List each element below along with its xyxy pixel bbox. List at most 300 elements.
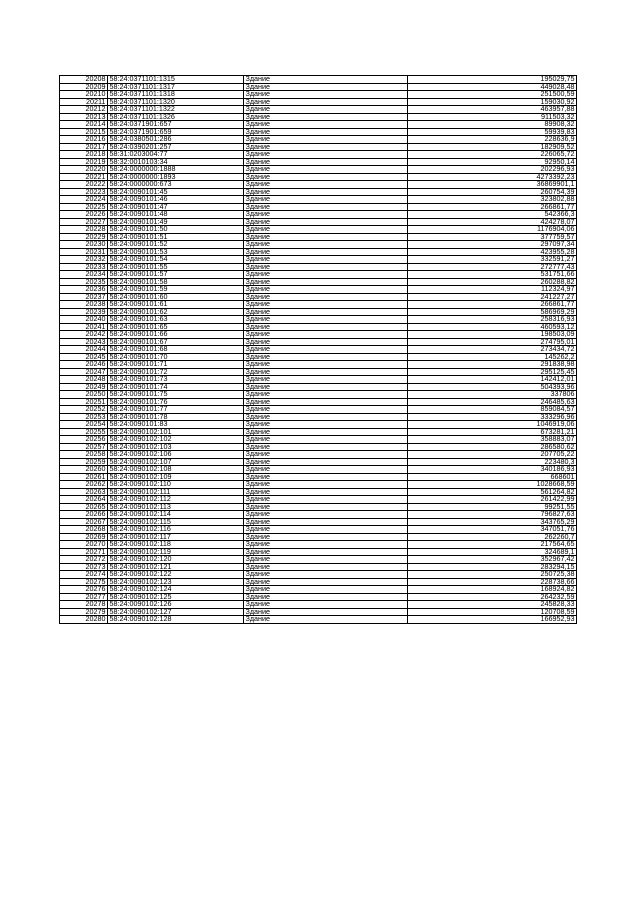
- table-row: [60, 166, 577, 174]
- object-type-cell: Здание: [244, 451, 408, 459]
- row-number-cell: 20230: [60, 241, 108, 249]
- cadastral-value-cell: 796827,63: [408, 511, 577, 519]
- object-type-cell: Здание: [244, 406, 408, 414]
- table-row: [60, 398, 577, 406]
- object-type-cell: Здание: [244, 556, 408, 564]
- table-row: [60, 616, 577, 624]
- object-type-cell: Здание: [244, 616, 408, 624]
- object-type-cell: Здание: [244, 571, 408, 579]
- row-number-cell: 20256: [60, 436, 108, 444]
- cadastral-value-cell: 561264,82: [408, 488, 577, 496]
- cadastral-value-cell: 142412,01: [408, 376, 577, 384]
- cadastral-number-cell: 58:24:0090101:66: [108, 331, 244, 339]
- table-row: [60, 286, 577, 294]
- table-row: [60, 83, 577, 91]
- cadastral-number-cell: 58:24:0090101:78: [108, 413, 244, 421]
- cadastral-value-cell: 347051,76: [408, 526, 577, 534]
- table-row: [60, 466, 577, 474]
- cadastral-number-cell: 58:24:0090102:127: [108, 608, 244, 616]
- object-type-cell: Здание: [244, 128, 408, 136]
- cadastral-value-cell: 273434,72: [408, 346, 577, 354]
- table-row: [60, 158, 577, 166]
- table-row: [60, 151, 577, 159]
- table-row: [60, 608, 577, 616]
- cadastral-number-cell: 58:24:0000000:1888: [108, 166, 244, 174]
- cadastral-value-cell: 145262,2: [408, 353, 577, 361]
- cadastral-value-cell: 1028668,59: [408, 481, 577, 489]
- table-row: [60, 503, 577, 511]
- object-type-cell: Здание: [244, 218, 408, 226]
- row-number-cell: 20244: [60, 346, 108, 354]
- row-number-cell: 20231: [60, 248, 108, 256]
- row-number-cell: 20241: [60, 323, 108, 331]
- object-type-cell: Здание: [244, 151, 408, 159]
- table-row: [60, 218, 577, 226]
- cadastral-number-cell: 58:24:0090102:125: [108, 593, 244, 601]
- cadastral-value-cell: 1176904,06: [408, 226, 577, 234]
- object-type-cell: Здание: [244, 338, 408, 346]
- cadastral-number-cell: 58:24:0090101:55: [108, 263, 244, 271]
- row-number-cell: 20275: [60, 578, 108, 586]
- row-number-cell: 20223: [60, 188, 108, 196]
- cadastral-value-cell: 228738,66: [408, 578, 577, 586]
- cadastral-value-cell: 198503,09: [408, 331, 577, 339]
- cadastral-number-cell: 58:24:0090102:128: [108, 616, 244, 624]
- cadastral-number-cell: 58:24:0090101:58: [108, 278, 244, 286]
- object-type-cell: Здание: [244, 436, 408, 444]
- cadastral-value-cell: 531751,66: [408, 271, 577, 279]
- cadastral-value-cell: 449028,48: [408, 83, 577, 91]
- cadastral-value-cell: 333296,96: [408, 413, 577, 421]
- cadastral-value-cell: 911503,32: [408, 113, 577, 121]
- cadastral-number-cell: 58:24:0090101:60: [108, 293, 244, 301]
- cadastral-value-cell: 182909,52: [408, 143, 577, 151]
- cadastral-value-cell: 460593,12: [408, 323, 577, 331]
- object-type-cell: Здание: [244, 248, 408, 256]
- object-type-cell: Здание: [244, 286, 408, 294]
- table-row: [60, 338, 577, 346]
- row-number-cell: 20229: [60, 233, 108, 241]
- cadastral-number-cell: 58:24:0000000:673: [108, 181, 244, 189]
- cadastral-number-cell: 58:24:0090101:45: [108, 188, 244, 196]
- cadastral-value-cell: 246485,63: [408, 398, 577, 406]
- row-number-cell: 20236: [60, 286, 108, 294]
- row-number-cell: 20240: [60, 316, 108, 324]
- object-type-cell: Здание: [244, 466, 408, 474]
- cadastral-value-cell: 586969,29: [408, 308, 577, 316]
- cadastral-value-cell: 168924,82: [408, 586, 577, 594]
- cadastral-number-cell: 58:24:0090101:51: [108, 233, 244, 241]
- cadastral-number-cell: 58:24:0090101:68: [108, 346, 244, 354]
- table-row: [60, 556, 577, 564]
- table-row: [60, 421, 577, 429]
- table-row: [60, 331, 577, 339]
- row-number-cell: 20235: [60, 278, 108, 286]
- table-row: [60, 548, 577, 556]
- cadastral-value-cell: 266861,77: [408, 203, 577, 211]
- cadastral-number-cell: 58:24:0090102:108: [108, 466, 244, 474]
- cadastral-value-cell: 377759,57: [408, 233, 577, 241]
- row-number-cell: 20219: [60, 158, 108, 166]
- row-number-cell: 20271: [60, 548, 108, 556]
- table-row: [60, 211, 577, 219]
- cadastral-value-cell: 358883,07: [408, 436, 577, 444]
- object-type-cell: Здание: [244, 586, 408, 594]
- object-type-cell: Здание: [244, 481, 408, 489]
- row-number-cell: 20279: [60, 608, 108, 616]
- cadastral-number-cell: 58:24:0090101:50: [108, 226, 244, 234]
- object-type-cell: Здание: [244, 503, 408, 511]
- row-number-cell: 20255: [60, 428, 108, 436]
- table-row: [60, 473, 577, 481]
- object-type-cell: Здание: [244, 241, 408, 249]
- cadastral-number-cell: 58:24:0090102:116: [108, 526, 244, 534]
- cadastral-value-cell: 264232,59: [408, 593, 577, 601]
- cadastral-value-cell: 291838,98: [408, 361, 577, 369]
- cadastral-number-cell: 58:24:0090102:111: [108, 488, 244, 496]
- cadastral-value-cell: 59939,83: [408, 128, 577, 136]
- object-type-cell: Здание: [244, 533, 408, 541]
- cadastral-value-cell: 332591,27: [408, 256, 577, 264]
- row-number-cell: 20243: [60, 338, 108, 346]
- object-type-cell: Здание: [244, 83, 408, 91]
- object-type-cell: Здание: [244, 578, 408, 586]
- row-number-cell: 20267: [60, 518, 108, 526]
- table-row: [60, 511, 577, 519]
- cadastral-value-cell: 228636,9: [408, 136, 577, 144]
- object-type-cell: Здание: [244, 233, 408, 241]
- cadastral-value-cell: 504393,96: [408, 383, 577, 391]
- cadastral-value-cell: 245828,33: [408, 601, 577, 609]
- cadastral-value-cell: 340186,93: [408, 466, 577, 474]
- cadastral-value-cell: 241227,27: [408, 293, 577, 301]
- table-row: [60, 383, 577, 391]
- table-body: [60, 76, 577, 624]
- cadastral-value-cell: 120708,59: [408, 608, 577, 616]
- object-type-cell: Здание: [244, 331, 408, 339]
- cadastral-value-cell: 36869901,1: [408, 181, 577, 189]
- cadastral-value-cell: 542366,3: [408, 211, 577, 219]
- row-number-cell: 20239: [60, 308, 108, 316]
- cadastral-value-cell: 217564,65: [408, 541, 577, 549]
- cadastral-value-cell: 250725,38: [408, 571, 577, 579]
- row-number-cell: 20238: [60, 301, 108, 309]
- cadastral-number-cell: 58:24:0090101:52: [108, 241, 244, 249]
- cadastral-number-cell: 58:24:0090101:67: [108, 338, 244, 346]
- cadastral-number-cell: 58:24:0090101:70: [108, 353, 244, 361]
- row-number-cell: 20245: [60, 353, 108, 361]
- cadastral-number-cell: 58:24:0090102:109: [108, 473, 244, 481]
- cadastral-number-cell: 58:24:0090102:102: [108, 436, 244, 444]
- object-type-cell: Здание: [244, 308, 408, 316]
- cadastral-number-cell: 58:24:0090101:47: [108, 203, 244, 211]
- table-row: [60, 353, 577, 361]
- table-row: [60, 293, 577, 301]
- cadastral-value-cell: 159030,92: [408, 98, 577, 106]
- cadastral-value-table: [59, 75, 577, 624]
- row-number-cell: 20252: [60, 406, 108, 414]
- cadastral-value-cell: 286580,62: [408, 443, 577, 451]
- object-type-cell: Здание: [244, 608, 408, 616]
- row-number-cell: 20258: [60, 451, 108, 459]
- cadastral-number-cell: 58:24:0090101:72: [108, 368, 244, 376]
- table-row: [60, 226, 577, 234]
- table-row: [60, 278, 577, 286]
- object-type-cell: Здание: [244, 91, 408, 99]
- object-type-cell: Здание: [244, 76, 408, 84]
- object-type-cell: Здание: [244, 181, 408, 189]
- object-type-cell: Здание: [244, 226, 408, 234]
- object-type-cell: Здание: [244, 158, 408, 166]
- object-type-cell: Здание: [244, 263, 408, 271]
- cadastral-number-cell: 58:24:0090101:77: [108, 406, 244, 414]
- row-number-cell: 20263: [60, 488, 108, 496]
- object-type-cell: Здание: [244, 136, 408, 144]
- table-row: [60, 181, 577, 189]
- row-number-cell: 20268: [60, 526, 108, 534]
- cadastral-number-cell: 58:24:0380501:286: [108, 136, 244, 144]
- cadastral-number-cell: 58:24:0090102:113: [108, 503, 244, 511]
- object-type-cell: Здание: [244, 323, 408, 331]
- cadastral-number-cell: 58:24:0090101:65: [108, 323, 244, 331]
- table-row: [60, 128, 577, 136]
- table-row: [60, 346, 577, 354]
- row-number-cell: 20250: [60, 391, 108, 399]
- cadastral-value-cell: 324689,1: [408, 548, 577, 556]
- table-row: [60, 518, 577, 526]
- table-row: [60, 113, 577, 121]
- row-number-cell: 20266: [60, 511, 108, 519]
- table-row: [60, 76, 577, 84]
- row-number-cell: 20278: [60, 601, 108, 609]
- row-number-cell: 20248: [60, 376, 108, 384]
- row-number-cell: 20246: [60, 361, 108, 369]
- table-row: [60, 481, 577, 489]
- table-row: [60, 391, 577, 399]
- table-row: [60, 368, 577, 376]
- object-type-cell: Здание: [244, 526, 408, 534]
- cadastral-number-cell: 58:24:0090102:119: [108, 548, 244, 556]
- table-row: [60, 541, 577, 549]
- cadastral-number-cell: 58:24:0090101:63: [108, 316, 244, 324]
- row-number-cell: 20234: [60, 271, 108, 279]
- cadastral-number-cell: 58:24:0090101:49: [108, 218, 244, 226]
- row-number-cell: 20276: [60, 586, 108, 594]
- cadastral-value-cell: 352967,42: [408, 556, 577, 564]
- table-row: [60, 436, 577, 444]
- row-number-cell: 20274: [60, 571, 108, 579]
- row-number-cell: 20237: [60, 293, 108, 301]
- cadastral-number-cell: 58:24:0090102:120: [108, 556, 244, 564]
- cadastral-value-cell: 266861,77: [408, 301, 577, 309]
- object-type-cell: Здание: [244, 541, 408, 549]
- cadastral-value-cell: 423955,28: [408, 248, 577, 256]
- row-number-cell: 20227: [60, 218, 108, 226]
- table-row: [60, 406, 577, 414]
- cadastral-number-cell: 58:24:0090101:61: [108, 301, 244, 309]
- row-number-cell: 20259: [60, 458, 108, 466]
- cadastral-value-cell: 89908,32: [408, 121, 577, 129]
- object-type-cell: Здание: [244, 271, 408, 279]
- row-number-cell: 20233: [60, 263, 108, 271]
- object-type-cell: Здание: [244, 211, 408, 219]
- cadastral-value-cell: 673281,21: [408, 428, 577, 436]
- object-type-cell: Здание: [244, 368, 408, 376]
- object-type-cell: Здание: [244, 301, 408, 309]
- object-type-cell: Здание: [244, 518, 408, 526]
- table-row: [60, 413, 577, 421]
- cadastral-number-cell: 58:24:0090102:126: [108, 601, 244, 609]
- row-number-cell: 20280: [60, 616, 108, 624]
- table-row: [60, 451, 577, 459]
- cadastral-number-cell: 58:24:0090102:123: [108, 578, 244, 586]
- row-number-cell: 20214: [60, 121, 108, 129]
- cadastral-number-cell: 58:31:0203004:77: [108, 151, 244, 159]
- row-number-cell: 20269: [60, 533, 108, 541]
- cadastral-number-cell: 58:24:0371101:1318: [108, 91, 244, 99]
- table-row: [60, 578, 577, 586]
- table-row: [60, 488, 577, 496]
- cadastral-value-cell: 260288,82: [408, 278, 577, 286]
- object-type-cell: Здание: [244, 353, 408, 361]
- cadastral-number-cell: 58:24:0090102:112: [108, 496, 244, 504]
- object-type-cell: Здание: [244, 593, 408, 601]
- cadastral-value-cell: 202296,93: [408, 166, 577, 174]
- row-number-cell: 20220: [60, 166, 108, 174]
- cadastral-number-cell: 58:24:0090101:71: [108, 361, 244, 369]
- cadastral-number-cell: 58:24:0090101:53: [108, 248, 244, 256]
- cadastral-number-cell: 58:24:0371901:659: [108, 128, 244, 136]
- row-number-cell: 20215: [60, 128, 108, 136]
- table-row: [60, 188, 577, 196]
- object-type-cell: Здание: [244, 106, 408, 114]
- object-type-cell: Здание: [244, 256, 408, 264]
- table-row: [60, 571, 577, 579]
- object-type-cell: Здание: [244, 196, 408, 204]
- cadastral-number-cell: 58:24:0090102:101: [108, 428, 244, 436]
- table-row: [60, 586, 577, 594]
- cadastral-number-cell: 58:24:0371101:1317: [108, 83, 244, 91]
- table-row: [60, 496, 577, 504]
- object-type-cell: Здание: [244, 293, 408, 301]
- row-number-cell: 20254: [60, 421, 108, 429]
- object-type-cell: Здание: [244, 121, 408, 129]
- table-row: [60, 443, 577, 451]
- row-number-cell: 20210: [60, 91, 108, 99]
- object-type-cell: Здание: [244, 361, 408, 369]
- object-type-cell: Здание: [244, 473, 408, 481]
- row-number-cell: 20249: [60, 383, 108, 391]
- cadastral-number-cell: 58:24:0371101:1320: [108, 98, 244, 106]
- object-type-cell: Здание: [244, 421, 408, 429]
- table-row: [60, 203, 577, 211]
- cadastral-value-cell: 424278,07: [408, 218, 577, 226]
- cadastral-number-cell: 58:24:0000000:1893: [108, 173, 244, 181]
- object-type-cell: Здание: [244, 166, 408, 174]
- row-number-cell: 20217: [60, 143, 108, 151]
- object-type-cell: Здание: [244, 278, 408, 286]
- cadastral-number-cell: 58:24:0390201:257: [108, 143, 244, 151]
- table-row: [60, 428, 577, 436]
- cadastral-number-cell: 58:24:0090101:83: [108, 421, 244, 429]
- cadastral-value-cell: 92950,14: [408, 158, 577, 166]
- row-number-cell: 20224: [60, 196, 108, 204]
- table-row: [60, 173, 577, 181]
- row-number-cell: 20232: [60, 256, 108, 264]
- cadastral-value-cell: 283294,15: [408, 563, 577, 571]
- object-type-cell: Здание: [244, 113, 408, 121]
- cadastral-number-cell: 58:24:0090102:124: [108, 586, 244, 594]
- row-number-cell: 20257: [60, 443, 108, 451]
- table-row: [60, 458, 577, 466]
- object-type-cell: Здание: [244, 316, 408, 324]
- object-type-cell: Здание: [244, 173, 408, 181]
- object-type-cell: Здание: [244, 428, 408, 436]
- object-type-cell: Здание: [244, 383, 408, 391]
- row-number-cell: 20209: [60, 83, 108, 91]
- cadastral-value-cell: 223480,3: [408, 458, 577, 466]
- object-type-cell: Здание: [244, 143, 408, 151]
- table-row: [60, 248, 577, 256]
- cadastral-value-cell: 226065,72: [408, 151, 577, 159]
- table-row: [60, 271, 577, 279]
- cadastral-number-cell: 58:24:0090102:107: [108, 458, 244, 466]
- cadastral-number-cell: 58:24:0090101:76: [108, 398, 244, 406]
- cadastral-value-cell: 1046919,06: [408, 421, 577, 429]
- table-row: [60, 361, 577, 369]
- cadastral-value-cell: 272777,43: [408, 263, 577, 271]
- cadastral-value-cell: 274795,01: [408, 338, 577, 346]
- row-number-cell: 20218: [60, 151, 108, 159]
- cadastral-number-cell: 58:24:0090102:114: [108, 511, 244, 519]
- cadastral-value-cell: 112324,97: [408, 286, 577, 294]
- row-number-cell: 20226: [60, 211, 108, 219]
- row-number-cell: 20225: [60, 203, 108, 211]
- object-type-cell: Здание: [244, 601, 408, 609]
- cadastral-number-cell: 58:24:0090101:75: [108, 391, 244, 399]
- cadastral-number-cell: 58:24:0371101:1322: [108, 106, 244, 114]
- row-number-cell: 20216: [60, 136, 108, 144]
- cadastral-value-cell: 4273392,23: [408, 173, 577, 181]
- table-row: [60, 121, 577, 129]
- table-row: [60, 256, 577, 264]
- cadastral-value-cell: 195029,75: [408, 76, 577, 84]
- object-type-cell: Здание: [244, 548, 408, 556]
- table-row: [60, 526, 577, 534]
- row-number-cell: 20212: [60, 106, 108, 114]
- object-type-cell: Здание: [244, 188, 408, 196]
- row-number-cell: 20247: [60, 368, 108, 376]
- cadastral-number-cell: 58:24:0090102:110: [108, 481, 244, 489]
- table-row: [60, 98, 577, 106]
- table-row: [60, 601, 577, 609]
- table-row: [60, 593, 577, 601]
- row-number-cell: 20251: [60, 398, 108, 406]
- cadastral-number-cell: 58:32:0010103:34: [108, 158, 244, 166]
- cadastral-number-cell: 58:24:0090101:74: [108, 383, 244, 391]
- cadastral-number-cell: 58:24:0090102:103: [108, 443, 244, 451]
- table-row: [60, 533, 577, 541]
- cadastral-number-cell: 58:24:0090102:122: [108, 571, 244, 579]
- table-row: [60, 563, 577, 571]
- row-number-cell: 20265: [60, 503, 108, 511]
- row-number-cell: 20211: [60, 98, 108, 106]
- row-number-cell: 20262: [60, 481, 108, 489]
- cadastral-number-cell: 58:24:0090101:73: [108, 376, 244, 384]
- cadastral-value-cell: 251500,59: [408, 91, 577, 99]
- row-number-cell: 20272: [60, 556, 108, 564]
- row-number-cell: 20242: [60, 331, 108, 339]
